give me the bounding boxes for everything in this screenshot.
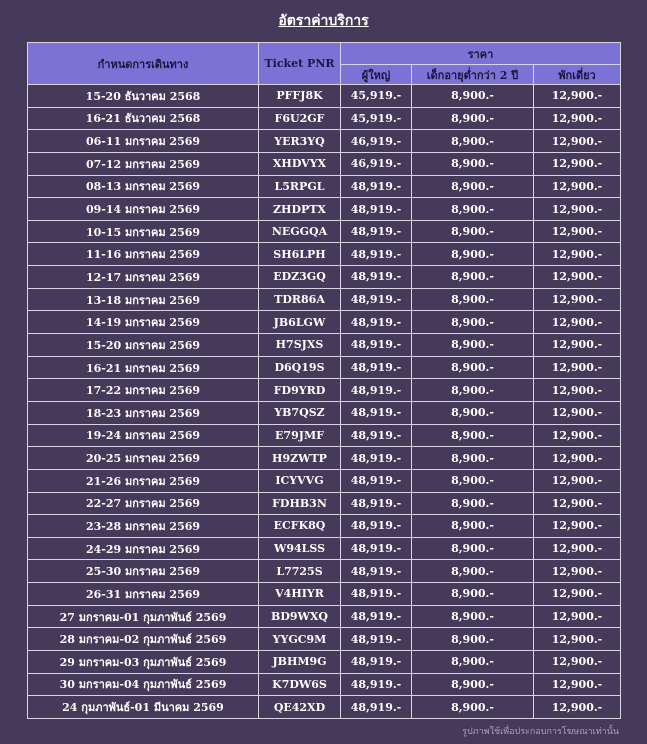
cell-child-price: 8,900.- <box>412 605 534 628</box>
cell-pnr: YYGC9M <box>259 628 341 651</box>
cell-adult-price: 48,919.- <box>341 673 412 696</box>
cell-adult-price: 48,919.- <box>341 651 412 674</box>
cell-date: 22-27 มกราคม 2569 <box>28 492 259 515</box>
table-row <box>28 107 621 130</box>
table-row <box>28 560 621 583</box>
cell-child-price: 8,900.- <box>412 583 534 606</box>
cell-single-price: 12,900.- <box>534 424 621 447</box>
cell-single-price: 12,900.- <box>534 107 621 130</box>
cell-adult-price: 48,919.- <box>341 311 412 334</box>
cell-pnr: ICYVVG <box>259 469 341 492</box>
cell-single-price: 12,900.- <box>534 605 621 628</box>
cell-date: 16-21 มกราคม 2569 <box>28 356 259 379</box>
cell-child-price: 8,900.- <box>412 107 534 130</box>
table-row <box>28 469 621 492</box>
table-row <box>28 492 621 515</box>
cell-adult-price: 45,919.- <box>341 107 412 130</box>
rates-table <box>27 42 621 719</box>
header-price: ราคา <box>341 43 621 65</box>
table-row <box>28 288 621 311</box>
cell-single-price: 12,900.- <box>534 175 621 198</box>
cell-adult-price: 45,919.- <box>341 85 412 108</box>
cell-child-price: 8,900.- <box>412 152 534 175</box>
cell-single-price: 12,900.- <box>534 469 621 492</box>
cell-date: 15-20 มกราคม 2569 <box>28 334 259 357</box>
header-child: เด็กอายุต่ำกว่า 2 ปี <box>412 65 534 85</box>
cell-child-price: 8,900.- <box>412 651 534 674</box>
cell-date: 29 มกราคม-03 กุมภาพันธ์ 2569 <box>28 651 259 674</box>
cell-adult-price: 48,919.- <box>341 560 412 583</box>
cell-date: 07-12 มกราคม 2569 <box>28 152 259 175</box>
cell-pnr: F6U2GF <box>259 107 341 130</box>
cell-date: 16-21 ธันวาคม 2568 <box>28 107 259 130</box>
table-row <box>28 673 621 696</box>
cell-pnr: BD9WXQ <box>259 605 341 628</box>
cell-child-price: 8,900.- <box>412 673 534 696</box>
cell-pnr: V4HIYR <box>259 583 341 606</box>
cell-pnr: YB7QSZ <box>259 401 341 424</box>
cell-pnr: H7SJXS <box>259 334 341 357</box>
cell-single-price: 12,900.- <box>534 198 621 221</box>
cell-date: 27 มกราคม-01 กุมภาพันธ์ 2569 <box>28 605 259 628</box>
cell-date: 30 มกราคม-04 กุมภาพันธ์ 2569 <box>28 673 259 696</box>
table-row <box>28 130 621 153</box>
cell-date: 14-19 มกราคม 2569 <box>28 311 259 334</box>
table-row <box>28 334 621 357</box>
cell-date: 10-15 มกราคม 2569 <box>28 220 259 243</box>
cell-child-price: 8,900.- <box>412 288 534 311</box>
cell-single-price: 12,900.- <box>534 130 621 153</box>
table-row <box>28 583 621 606</box>
header-schedule: กำหนดการเดินทาง <box>28 43 259 85</box>
cell-adult-price: 48,919.- <box>341 198 412 221</box>
cell-single-price: 12,900.- <box>534 266 621 289</box>
header-pnr: Ticket PNR <box>259 43 341 85</box>
cell-date: 12-17 มกราคม 2569 <box>28 266 259 289</box>
cell-child-price: 8,900.- <box>412 401 534 424</box>
table-row <box>28 447 621 470</box>
cell-single-price: 12,900.- <box>534 85 621 108</box>
cell-single-price: 12,900.- <box>534 537 621 560</box>
cell-adult-price: 48,919.- <box>341 379 412 402</box>
cell-pnr: SH6LPH <box>259 243 341 266</box>
cell-adult-price: 48,919.- <box>341 537 412 560</box>
cell-single-price: 12,900.- <box>534 560 621 583</box>
cell-adult-price: 48,919.- <box>341 628 412 651</box>
cell-adult-price: 48,919.- <box>341 356 412 379</box>
cell-child-price: 8,900.- <box>412 492 534 515</box>
cell-child-price: 8,900.- <box>412 515 534 538</box>
cell-single-price: 12,900.- <box>534 583 621 606</box>
cell-single-price: 12,900.- <box>534 379 621 402</box>
header-adult: ผู้ใหญ่ <box>341 65 412 85</box>
cell-child-price: 8,900.- <box>412 266 534 289</box>
cell-date: 21-26 มกราคม 2569 <box>28 469 259 492</box>
cell-adult-price: 48,919.- <box>341 492 412 515</box>
cell-adult-price: 48,919.- <box>341 583 412 606</box>
cell-adult-price: 48,919.- <box>341 605 412 628</box>
cell-adult-price: 48,919.- <box>341 469 412 492</box>
cell-adult-price: 48,919.- <box>341 175 412 198</box>
cell-pnr: K7DW6S <box>259 673 341 696</box>
cell-adult-price: 46,919.- <box>341 130 412 153</box>
header-single: พักเดี่ยว <box>534 65 621 85</box>
cell-date: 18-23 มกราคม 2569 <box>28 401 259 424</box>
cell-adult-price: 48,919.- <box>341 334 412 357</box>
cell-adult-price: 48,919.- <box>341 266 412 289</box>
table-row <box>28 311 621 334</box>
cell-child-price: 8,900.- <box>412 696 534 719</box>
cell-child-price: 8,900.- <box>412 379 534 402</box>
table-row <box>28 266 621 289</box>
table-row <box>28 628 621 651</box>
cell-single-price: 12,900.- <box>534 220 621 243</box>
cell-date: 11-16 มกราคม 2569 <box>28 243 259 266</box>
cell-adult-price: 48,919.- <box>341 401 412 424</box>
cell-child-price: 8,900.- <box>412 243 534 266</box>
disclaimer-note: รูปภาพใช้เพื่อประกอบการโฆษณาเท่านั้น <box>462 727 619 737</box>
cell-child-price: 8,900.- <box>412 424 534 447</box>
cell-adult-price: 48,919.- <box>341 447 412 470</box>
cell-pnr: W94LSS <box>259 537 341 560</box>
table-row <box>28 605 621 628</box>
cell-date: 28 มกราคม-02 กุมภาพันธ์ 2569 <box>28 628 259 651</box>
cell-pnr: ZHDPTX <box>259 198 341 221</box>
page-title: อัตราค่าบริการ <box>278 13 369 29</box>
cell-single-price: 12,900.- <box>534 288 621 311</box>
cell-single-price: 12,900.- <box>534 356 621 379</box>
table-row <box>28 401 621 424</box>
cell-child-price: 8,900.- <box>412 130 534 153</box>
cell-pnr: EDZ3GQ <box>259 266 341 289</box>
cell-pnr: YER3YQ <box>259 130 341 153</box>
cell-single-price: 12,900.- <box>534 651 621 674</box>
cell-child-price: 8,900.- <box>412 85 534 108</box>
cell-single-price: 12,900.- <box>534 628 621 651</box>
cell-pnr: JBHM9G <box>259 651 341 674</box>
table-row <box>28 356 621 379</box>
table-row <box>28 696 621 719</box>
cell-date: 09-14 มกราคม 2569 <box>28 198 259 221</box>
cell-adult-price: 48,919.- <box>341 288 412 311</box>
cell-child-price: 8,900.- <box>412 628 534 651</box>
cell-single-price: 12,900.- <box>534 696 621 719</box>
table-row <box>28 198 621 221</box>
cell-child-price: 8,900.- <box>412 198 534 221</box>
cell-single-price: 12,900.- <box>534 311 621 334</box>
cell-date: 15-20 ธันวาคม 2568 <box>28 85 259 108</box>
cell-child-price: 8,900.- <box>412 220 534 243</box>
cell-child-price: 8,900.- <box>412 311 534 334</box>
table-row <box>28 651 621 674</box>
cell-adult-price: 48,919.- <box>341 243 412 266</box>
cell-adult-price: 48,919.- <box>341 220 412 243</box>
cell-single-price: 12,900.- <box>534 401 621 424</box>
cell-pnr: JB6LGW <box>259 311 341 334</box>
cell-child-price: 8,900.- <box>412 356 534 379</box>
cell-date: 20-25 มกราคม 2569 <box>28 447 259 470</box>
cell-child-price: 8,900.- <box>412 175 534 198</box>
cell-date: 08-13 มกราคม 2569 <box>28 175 259 198</box>
cell-date: 19-24 มกราคม 2569 <box>28 424 259 447</box>
rates-table-body <box>28 85 621 719</box>
cell-date: 13-18 มกราคม 2569 <box>28 288 259 311</box>
cell-date: 26-31 มกราคม 2569 <box>28 583 259 606</box>
cell-child-price: 8,900.- <box>412 537 534 560</box>
cell-pnr: D6Q19S <box>259 356 341 379</box>
cell-single-price: 12,900.- <box>534 152 621 175</box>
cell-child-price: 8,900.- <box>412 334 534 357</box>
table-row <box>28 379 621 402</box>
cell-pnr: TDR86A <box>259 288 341 311</box>
cell-pnr: FDHB3N <box>259 492 341 515</box>
table-row <box>28 175 621 198</box>
cell-adult-price: 48,919.- <box>341 515 412 538</box>
cell-pnr: L5RPGL <box>259 175 341 198</box>
table-row <box>28 515 621 538</box>
cell-pnr: QE42XD <box>259 696 341 719</box>
cell-pnr: PFFJ8K <box>259 85 341 108</box>
cell-date: 24 กุมภาพันธ์-01 มีนาคม 2569 <box>28 696 259 719</box>
cell-pnr: XHDVYX <box>259 152 341 175</box>
table-row <box>28 424 621 447</box>
table-row <box>28 85 621 108</box>
cell-single-price: 12,900.- <box>534 334 621 357</box>
cell-pnr: H9ZWTP <box>259 447 341 470</box>
cell-child-price: 8,900.- <box>412 560 534 583</box>
cell-pnr: FD9YRD <box>259 379 341 402</box>
cell-date: 25-30 มกราคม 2569 <box>28 560 259 583</box>
cell-date: 17-22 มกราคม 2569 <box>28 379 259 402</box>
cell-single-price: 12,900.- <box>534 243 621 266</box>
cell-single-price: 12,900.- <box>534 447 621 470</box>
cell-adult-price: 48,919.- <box>341 424 412 447</box>
cell-pnr: ECFK8Q <box>259 515 341 538</box>
table-row <box>28 152 621 175</box>
cell-single-price: 12,900.- <box>534 515 621 538</box>
cell-date: 23-28 มกราคม 2569 <box>28 515 259 538</box>
cell-adult-price: 48,919.- <box>341 696 412 719</box>
cell-date: 24-29 มกราคม 2569 <box>28 537 259 560</box>
cell-pnr: L7725S <box>259 560 341 583</box>
cell-child-price: 8,900.- <box>412 447 534 470</box>
table-row <box>28 220 621 243</box>
cell-pnr: NEGGQA <box>259 220 341 243</box>
cell-single-price: 12,900.- <box>534 673 621 696</box>
table-row <box>28 537 621 560</box>
cell-child-price: 8,900.- <box>412 469 534 492</box>
cell-pnr: E79JMF <box>259 424 341 447</box>
table-row <box>28 243 621 266</box>
cell-single-price: 12,900.- <box>534 492 621 515</box>
cell-date: 06-11 มกราคม 2569 <box>28 130 259 153</box>
cell-adult-price: 46,919.- <box>341 152 412 175</box>
